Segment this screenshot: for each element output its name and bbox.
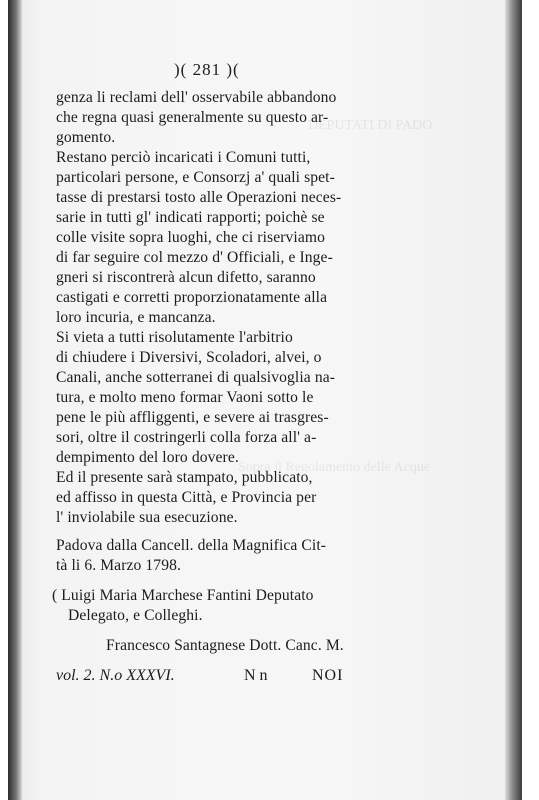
signature-line: Francesco Santagnese Dott. Canc. M. <box>106 637 344 654</box>
text-line: loro incuria, e mancanza. <box>56 309 216 326</box>
text-line: sori, oltre il costringerli colla forza all' a- <box>56 429 317 446</box>
text-line: Canali, anche sotterranei di qualsivoglia na- <box>56 369 336 386</box>
text-line: dempimento del loro dovere. <box>56 449 239 466</box>
text-line: ( Luigi Maria Marchese Fantini Deputato <box>52 587 314 604</box>
text-line: l' inviolabile sua esecuzione. <box>56 509 238 526</box>
text-line: genza li reclami dell' osservabile abbandono <box>56 89 337 106</box>
bleed-through-text: Sopra il Regolamento delle Acque <box>238 460 431 475</box>
signature-mark: N n <box>244 667 268 684</box>
text-line: colle visite sopra luoghi, che ci riserviamo <box>56 229 325 246</box>
text-line: tasse di prestarsi tosto alle Operazioni neces- <box>56 189 342 206</box>
page-edge-shadow <box>505 0 522 800</box>
text-line: di chiudere i Diversivi, Scoladori, alvei, o <box>56 349 322 366</box>
page-gutter-shadow <box>8 0 22 800</box>
text-line: sarie in tutti gl' indicati rapporti; poichè se <box>56 209 325 226</box>
text-line: ed affisso in questa Città, e Provincia per <box>56 489 317 506</box>
page-number: )( 281 )( <box>174 60 240 79</box>
text-line: tura, e molto meno formar Vaoni sotto le <box>56 389 314 406</box>
text-line: tà li 6. Marzo 1798. <box>56 557 181 574</box>
text-line: Restano perciò incaricati i Comuni tutti, <box>56 149 311 166</box>
catchword: NOI <box>312 667 344 684</box>
text-line: particolari persone, e Consorzj a' quali spet- <box>56 169 335 186</box>
text-line: di far seguire col mezzo d' Officiali, e Inge- <box>56 249 333 266</box>
text-line: che regna quasi generalmente su questo ar- <box>56 109 329 126</box>
document-page <box>8 0 522 800</box>
text-line: castigati e corretti proporzionatamente alla <box>56 289 328 306</box>
text-line: pene le più affliggenti, e severe ai trasgres- <box>56 409 329 426</box>
text-line: Padova dalla Cancell. della Magnifica Cit- <box>56 537 327 554</box>
bleed-through-text: DEPUTATI DI PADO <box>308 118 433 133</box>
text-line: Si vieta a tutti risolutamente l'arbitrio <box>56 329 293 346</box>
volume-mark: vol. 2. N.o XXXVI. <box>56 667 175 684</box>
text-line: gneri si riscontrerà alcun difetto, saranno <box>56 269 316 286</box>
text-line: Ed il presente sarà stampato, pubblicato, <box>56 469 313 486</box>
text-line: gomento. <box>56 129 116 146</box>
text-line: Delegato, e Colleghi. <box>68 607 203 624</box>
